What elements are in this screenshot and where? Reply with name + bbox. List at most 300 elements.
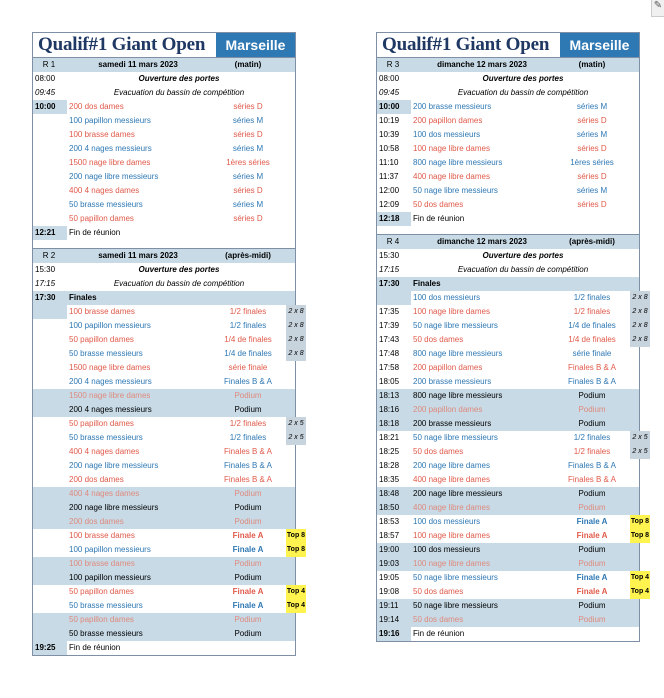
event-name: 50 dos dames bbox=[413, 587, 464, 596]
event-row bbox=[377, 445, 648, 459]
event-time: 17:39 bbox=[379, 321, 400, 330]
event-time: 18:21 bbox=[379, 433, 400, 442]
finales-row bbox=[377, 277, 639, 291]
event-series: séries D bbox=[233, 102, 263, 111]
event-time: 19:05 bbox=[379, 573, 400, 582]
event-time: 18:13 bbox=[379, 391, 400, 400]
event-name: 200 brasse messieurs bbox=[413, 377, 492, 386]
event-row bbox=[377, 557, 639, 571]
event-name: 400 4 nages dames bbox=[69, 447, 140, 456]
event-name: 400 nage libre dames bbox=[413, 503, 490, 512]
event-name: 100 dos messieurs bbox=[413, 293, 481, 302]
event-row bbox=[377, 431, 648, 445]
event-row bbox=[377, 142, 639, 156]
event-row bbox=[377, 515, 650, 529]
event-tag: 2 x 8 bbox=[286, 347, 306, 361]
event-row bbox=[33, 114, 295, 128]
event-series: Podium bbox=[578, 391, 606, 400]
session-label: R 3 bbox=[386, 60, 400, 69]
finales-label: Finales bbox=[413, 279, 441, 288]
event-series: Podium bbox=[578, 503, 606, 512]
end-time: 19:25 bbox=[33, 641, 67, 655]
event-time: 18:28 bbox=[379, 461, 400, 470]
event-series: Podium bbox=[578, 545, 606, 554]
event-row bbox=[33, 375, 295, 389]
event-series: Podium bbox=[578, 489, 606, 498]
event-row bbox=[33, 571, 295, 585]
event-name: 100 dos messieurs bbox=[413, 545, 481, 554]
event-series: Finale A bbox=[232, 545, 264, 554]
event-series: séries M bbox=[576, 102, 608, 111]
event-time: 18:16 bbox=[379, 405, 400, 414]
event-series: Finales B & A bbox=[223, 377, 273, 386]
event-tag: Top 4 bbox=[286, 599, 306, 613]
event-row bbox=[33, 543, 306, 557]
event-tag: Top 8 bbox=[630, 529, 650, 543]
event-row bbox=[377, 184, 639, 198]
event-tag: 2 x 8 bbox=[286, 305, 306, 319]
event-name: 100 nage libre dames bbox=[413, 531, 490, 540]
event-row bbox=[33, 613, 295, 627]
event-series: 1/2 finales bbox=[229, 433, 267, 442]
event-name: 50 nage libre messieurs bbox=[413, 433, 498, 442]
event-time: 19:08 bbox=[379, 587, 400, 596]
event-series: Podium bbox=[578, 615, 606, 624]
evac-row bbox=[33, 277, 295, 291]
start-time-fill bbox=[33, 305, 67, 319]
event-name: 200 brasse messieurs bbox=[413, 102, 492, 111]
session-header bbox=[33, 249, 295, 263]
session-label: R 4 bbox=[386, 237, 400, 246]
event-row bbox=[33, 599, 306, 613]
time: 17:15 bbox=[35, 279, 56, 288]
event-row bbox=[33, 100, 295, 114]
pencil-icon[interactable]: ✎ bbox=[651, 0, 664, 17]
opening-row bbox=[33, 263, 295, 277]
event-row bbox=[377, 291, 648, 305]
event-name: 50 brasse messieurs bbox=[69, 629, 143, 638]
event-series: Finales B & A bbox=[567, 461, 617, 470]
opening-text: Ouverture des portes bbox=[482, 251, 564, 260]
event-row bbox=[33, 487, 295, 501]
event-series: Finale A bbox=[232, 531, 264, 540]
event-row bbox=[377, 487, 639, 501]
event-name: 100 brasse dames bbox=[69, 531, 135, 540]
opening-text: Ouverture des portes bbox=[138, 265, 220, 274]
session-part: (matin) bbox=[578, 60, 606, 69]
event-series: série finale bbox=[228, 363, 268, 372]
session-part: (matin) bbox=[234, 60, 262, 69]
event-time: 18:25 bbox=[379, 447, 400, 456]
event-name: 50 nage libre messieurs bbox=[413, 601, 498, 610]
session-date: dimanche 12 mars 2023 bbox=[437, 237, 527, 246]
event-tag: Top 4 bbox=[630, 571, 650, 585]
session-r1 bbox=[33, 58, 295, 240]
event-series: 1/2 finales bbox=[229, 419, 267, 428]
event-name: 200 nage libre messieurs bbox=[69, 461, 159, 470]
event-series: Finale A bbox=[576, 573, 608, 582]
event-row bbox=[377, 156, 639, 170]
event-series: séries D bbox=[577, 200, 607, 209]
event-name: 200 nage libre messieurs bbox=[69, 172, 159, 181]
event-name: 50 brasse messieurs bbox=[69, 433, 143, 442]
event-row bbox=[377, 501, 639, 515]
event-row bbox=[33, 347, 304, 361]
event-series: Finale A bbox=[232, 601, 264, 610]
event-tag: 2 x 5 bbox=[630, 431, 650, 445]
meet-city: Marseille bbox=[216, 33, 295, 57]
session-r3 bbox=[377, 58, 639, 226]
finales-row bbox=[33, 291, 295, 305]
event-name: 200 dos dames bbox=[69, 475, 124, 484]
event-time: 18:18 bbox=[379, 419, 400, 428]
event-time: 12:00 bbox=[379, 186, 400, 195]
session-part: (après-midi) bbox=[569, 237, 615, 246]
event-row bbox=[33, 417, 304, 431]
opening-text: Ouverture des portes bbox=[482, 74, 564, 83]
event-name: 200 4 nages messieurs bbox=[69, 144, 152, 153]
event-time: 18:48 bbox=[379, 489, 400, 498]
event-series: 1/2 finales bbox=[573, 307, 611, 316]
event-tag: 2 x 5 bbox=[286, 431, 306, 445]
end-time: 12:21 bbox=[33, 226, 67, 240]
event-row bbox=[377, 319, 648, 333]
event-row bbox=[33, 627, 295, 641]
event-series: Finales B & A bbox=[567, 475, 617, 484]
event-row bbox=[33, 142, 295, 156]
event-name: 100 brasse dames bbox=[69, 559, 135, 568]
event-name: 50 dos dames bbox=[413, 335, 464, 344]
event-row bbox=[377, 459, 639, 473]
event-tag: Top 8 bbox=[286, 543, 306, 557]
event-name: 200 nage libre dames bbox=[413, 461, 490, 470]
event-series: séries D bbox=[233, 130, 263, 139]
event-row bbox=[33, 305, 304, 319]
event-time: 10:00 bbox=[377, 100, 411, 114]
event-series: séries D bbox=[233, 186, 263, 195]
event-row bbox=[33, 319, 304, 333]
event-series: 1/2 finales bbox=[573, 293, 611, 302]
event-row bbox=[33, 431, 304, 445]
session-r2 bbox=[33, 248, 306, 655]
event-row bbox=[377, 333, 648, 347]
evac-text: Evacuation du bassin de compétition bbox=[113, 279, 245, 288]
end-time: 12:18 bbox=[377, 212, 411, 226]
start-time: 17:30 bbox=[377, 277, 411, 291]
event-time: 12:09 bbox=[379, 200, 400, 209]
event-time: 17:58 bbox=[379, 363, 400, 372]
event-name: 50 papillon dames bbox=[69, 214, 134, 223]
event-name: 100 papillon messieurs bbox=[69, 573, 151, 582]
session-label: R 2 bbox=[42, 251, 56, 260]
event-name: 50 papillon dames bbox=[69, 615, 134, 624]
event-series: 1/2 finales bbox=[229, 307, 267, 316]
session-header bbox=[377, 235, 639, 249]
event-row bbox=[377, 571, 650, 585]
evac-row bbox=[377, 86, 639, 100]
start-time-fill bbox=[377, 291, 411, 305]
event-series: Finales B & A bbox=[223, 461, 273, 470]
evac-text: Evacuation du bassin de compétition bbox=[457, 88, 589, 97]
event-tag: 2 x 8 bbox=[630, 305, 650, 319]
time: 09:45 bbox=[35, 88, 56, 97]
event-name: 50 brasse messieurs bbox=[69, 601, 143, 610]
session-date: samedi 11 mars 2023 bbox=[98, 60, 178, 69]
event-series: séries D bbox=[577, 116, 607, 125]
event-series: Finales B & A bbox=[567, 377, 617, 386]
event-name: 50 dos dames bbox=[413, 200, 464, 209]
event-row bbox=[33, 198, 295, 212]
event-time: 18:05 bbox=[379, 377, 400, 386]
event-name: 100 nage libre dames bbox=[413, 144, 490, 153]
event-tag: Top 8 bbox=[630, 515, 650, 529]
event-series: 1/4 de finales bbox=[224, 335, 272, 344]
event-time: 18:57 bbox=[379, 531, 400, 540]
event-name: 100 dos messieurs bbox=[413, 130, 481, 139]
event-series: Podium bbox=[234, 405, 262, 414]
event-row bbox=[33, 361, 295, 375]
event-row bbox=[377, 389, 639, 403]
start-time: 10:00 bbox=[33, 100, 67, 114]
event-name: 50 brasse messieurs bbox=[69, 349, 143, 358]
event-series: série finale bbox=[572, 349, 612, 358]
end-row bbox=[33, 641, 295, 655]
event-name: 50 papillon dames bbox=[69, 419, 134, 428]
event-series: Podium bbox=[578, 601, 606, 610]
opening-row bbox=[33, 72, 295, 86]
session-part: (après-midi) bbox=[225, 251, 271, 260]
event-series: séries M bbox=[576, 130, 608, 139]
event-row bbox=[33, 445, 295, 459]
event-time: 18:50 bbox=[379, 503, 400, 512]
event-time: 19:14 bbox=[379, 615, 400, 624]
event-name: 50 dos dames bbox=[413, 615, 464, 624]
event-series: Podium bbox=[234, 615, 262, 624]
meet-title: Qualif#1 Giant Open bbox=[382, 34, 550, 55]
session-date: dimanche 12 mars 2023 bbox=[437, 60, 527, 69]
event-series: Podium bbox=[234, 573, 262, 582]
event-tag: Top 8 bbox=[286, 529, 306, 543]
event-row bbox=[377, 375, 639, 389]
end-text: Fin de réunion bbox=[69, 643, 121, 652]
event-row bbox=[377, 585, 650, 599]
event-row bbox=[33, 156, 295, 170]
event-time: 19:00 bbox=[379, 545, 400, 554]
event-name: 1500 nage libre dames bbox=[69, 363, 151, 372]
end-text: Fin de réunion bbox=[413, 214, 465, 223]
evac-text: Evacuation du bassin de compétition bbox=[457, 265, 589, 274]
event-time: 17:48 bbox=[379, 349, 400, 358]
event-name: 100 brasse dames bbox=[69, 130, 135, 139]
event-name: 200 dos dames bbox=[69, 102, 124, 111]
event-series: Podium bbox=[234, 517, 262, 526]
event-series: Finales B & A bbox=[223, 475, 273, 484]
event-series: séries M bbox=[232, 200, 264, 209]
event-row bbox=[377, 543, 639, 557]
event-series: Podium bbox=[578, 419, 606, 428]
event-time: 10:39 bbox=[379, 130, 400, 139]
event-series: 1/2 finales bbox=[229, 321, 267, 330]
event-time: 18:53 bbox=[379, 517, 400, 526]
schedule-panel-right bbox=[376, 32, 650, 642]
time: 15:30 bbox=[35, 265, 56, 274]
end-text: Fin de réunion bbox=[69, 228, 121, 237]
event-series: 1/4 de finales bbox=[568, 335, 616, 344]
event-series: Podium bbox=[234, 503, 262, 512]
event-name: 100 brasse dames bbox=[69, 307, 135, 316]
session-header bbox=[33, 58, 295, 72]
event-row bbox=[377, 599, 639, 613]
time: 08:00 bbox=[379, 74, 400, 83]
event-name: 200 papillon dames bbox=[413, 405, 483, 414]
event-series: Finale A bbox=[576, 531, 608, 540]
session-r4 bbox=[377, 234, 650, 641]
event-name: 400 4 nages dames bbox=[69, 186, 140, 195]
end-time: 19:16 bbox=[377, 627, 411, 641]
event-series: Podium bbox=[234, 629, 262, 638]
end-text: Fin de réunion bbox=[413, 629, 465, 638]
event-row bbox=[377, 114, 639, 128]
time: 08:00 bbox=[35, 74, 56, 83]
event-series: Podium bbox=[578, 405, 606, 414]
event-row bbox=[33, 389, 295, 403]
event-tag: 2 x 8 bbox=[286, 319, 306, 333]
event-name: 100 dos messieurs bbox=[413, 517, 481, 526]
event-row bbox=[33, 585, 306, 599]
time: 09:45 bbox=[379, 88, 400, 97]
evac-row bbox=[377, 263, 639, 277]
event-time: 11:10 bbox=[379, 158, 399, 167]
event-row bbox=[377, 403, 639, 417]
end-row bbox=[377, 212, 639, 226]
event-name: 200 nage libre messieurs bbox=[413, 489, 503, 498]
event-row bbox=[377, 170, 639, 184]
end-row bbox=[33, 226, 295, 240]
event-name: 400 4 nages dames bbox=[69, 489, 140, 498]
event-time: 11:37 bbox=[379, 172, 399, 181]
event-name: 400 nage libre dames bbox=[413, 475, 490, 484]
evac-text: Evacuation du bassin de compétition bbox=[113, 88, 245, 97]
event-series: séries D bbox=[577, 172, 607, 181]
event-row bbox=[33, 459, 295, 473]
opening-row bbox=[377, 249, 639, 263]
event-name: 200 papillon dames bbox=[413, 116, 483, 125]
event-row bbox=[377, 529, 650, 543]
session-date: samedi 11 mars 2023 bbox=[98, 251, 178, 260]
event-name: 800 nage libre messieurs bbox=[413, 158, 503, 167]
schedule-panel-left bbox=[32, 32, 306, 656]
event-series: 1/2 finales bbox=[573, 433, 611, 442]
event-time: 17:43 bbox=[379, 335, 400, 344]
event-series: Finale A bbox=[576, 517, 608, 526]
event-series: 1/4 de finales bbox=[224, 349, 272, 358]
event-name: 50 papillon dames bbox=[69, 335, 134, 344]
event-time: 10:58 bbox=[379, 144, 400, 153]
end-row bbox=[377, 627, 639, 641]
event-name: 200 brasse messieurs bbox=[413, 419, 492, 428]
event-name: 100 papillon messieurs bbox=[69, 321, 151, 330]
panel-header bbox=[33, 33, 295, 58]
event-series: séries D bbox=[577, 144, 607, 153]
session-header bbox=[377, 58, 639, 72]
event-series: Finales B & A bbox=[567, 363, 617, 372]
event-name: 200 papillon dames bbox=[413, 363, 483, 372]
event-row bbox=[33, 473, 295, 487]
event-series: séries M bbox=[232, 144, 264, 153]
event-name: 100 nage libre dames bbox=[413, 559, 490, 568]
event-row bbox=[377, 305, 648, 319]
event-name: 50 nage libre messieurs bbox=[413, 573, 498, 582]
event-name: 50 brasse messieurs bbox=[69, 200, 143, 209]
event-time: 19:11 bbox=[379, 601, 399, 610]
event-series: Podium bbox=[234, 489, 262, 498]
event-time: 10:19 bbox=[379, 116, 400, 125]
event-name: 50 nage libre messieurs bbox=[413, 321, 498, 330]
time: 17:15 bbox=[379, 265, 400, 274]
event-series: 1ères séries bbox=[570, 158, 614, 167]
event-series: séries M bbox=[232, 116, 264, 125]
event-row bbox=[33, 501, 295, 515]
event-series: Podium bbox=[234, 391, 262, 400]
event-series: 1/2 finales bbox=[573, 447, 611, 456]
event-tag: 2 x 8 bbox=[286, 333, 306, 347]
event-series: 1/4 de finales bbox=[568, 321, 616, 330]
event-tag: 2 x 5 bbox=[286, 417, 306, 431]
event-series: 1ères séries bbox=[226, 158, 270, 167]
event-row bbox=[33, 529, 306, 543]
event-row bbox=[33, 515, 295, 529]
event-name: 800 nage libre messieurs bbox=[413, 349, 503, 358]
event-tag: 2 x 8 bbox=[630, 291, 650, 305]
event-name: 800 nage libre messieurs bbox=[413, 391, 503, 400]
event-series: séries M bbox=[232, 172, 264, 181]
event-row bbox=[377, 347, 639, 361]
event-row bbox=[33, 557, 295, 571]
event-tag: 2 x 8 bbox=[630, 333, 650, 347]
panel-header bbox=[377, 33, 639, 58]
event-name: 400 nage libre dames bbox=[413, 172, 490, 181]
event-row bbox=[377, 128, 639, 142]
start-time: 17:30 bbox=[33, 291, 67, 305]
event-series: séries D bbox=[233, 214, 263, 223]
event-series: Podium bbox=[578, 559, 606, 568]
event-tag: 2 x 5 bbox=[630, 445, 650, 459]
event-name: 1500 nage libre dames bbox=[69, 158, 151, 167]
event-name: 200 dos dames bbox=[69, 517, 124, 526]
event-time: 17:35 bbox=[379, 307, 400, 316]
event-name: 50 nage libre messieurs bbox=[413, 186, 498, 195]
event-row bbox=[377, 417, 639, 431]
event-series: Podium bbox=[234, 559, 262, 568]
event-row bbox=[33, 403, 295, 417]
event-name: 200 nage libre messieurs bbox=[69, 503, 159, 512]
event-row bbox=[33, 128, 295, 142]
finales-label: Finales bbox=[69, 293, 97, 302]
event-row bbox=[377, 198, 639, 212]
event-row bbox=[377, 613, 639, 627]
event-series: séries M bbox=[576, 186, 608, 195]
event-row bbox=[33, 333, 304, 347]
event-name: 100 nage libre dames bbox=[413, 307, 490, 316]
event-name: 50 papillon dames bbox=[69, 587, 134, 596]
event-tag: 2 x 8 bbox=[630, 319, 650, 333]
event-row bbox=[377, 473, 639, 487]
meet-city: Marseille bbox=[560, 33, 639, 57]
opening-text: Ouverture des portes bbox=[138, 74, 220, 83]
opening-row bbox=[377, 72, 639, 86]
event-tag: Top 4 bbox=[286, 585, 306, 599]
event-row bbox=[33, 212, 295, 226]
